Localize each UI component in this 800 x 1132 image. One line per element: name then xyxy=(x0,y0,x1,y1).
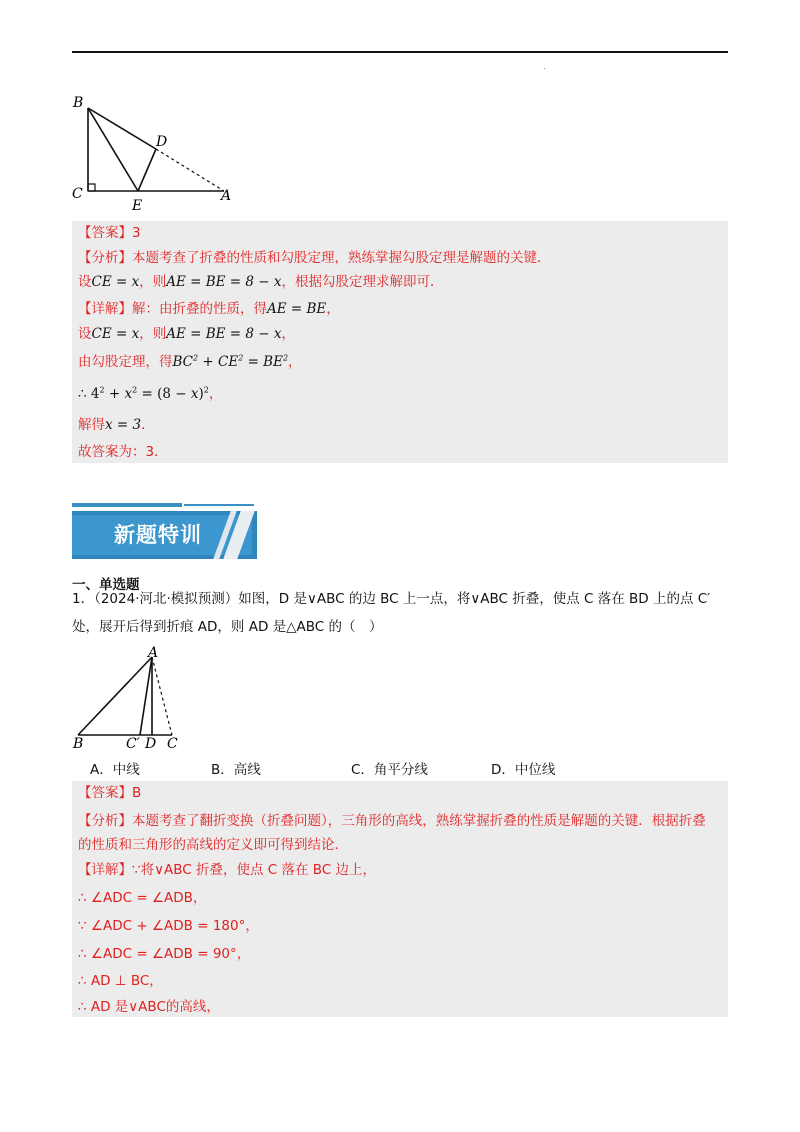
text: ，根据勾股定理求解即可． xyxy=(281,274,444,290)
detail-line-4 xyxy=(78,385,222,403)
analysis2-line-1 xyxy=(78,812,706,830)
option-c: C．角平分线 xyxy=(351,762,428,778)
math: AE = BE = 8 − x xyxy=(166,274,282,290)
detail-tag: 【详解】 xyxy=(78,862,132,878)
label-D: D xyxy=(156,134,168,150)
label-B: B xyxy=(73,736,84,751)
label-E: E xyxy=(132,198,143,214)
edge-AC-dashed xyxy=(152,657,172,735)
answer-value: B xyxy=(132,785,142,801)
detail-line-2 xyxy=(78,325,295,343)
text: ， xyxy=(208,386,223,402)
question-line-1: 1．（2024·河北·模拟预测）如图，D 是∨ABC 的边 BC 上一点，将∨ABC 折叠，使点 C 落在 BD 上的点 C′ xyxy=(72,591,711,607)
text: 本题考查了翻折变换（折叠问题），三角形的高线，熟练掌握折叠的性质是解题的关键．根据折叠 xyxy=(132,813,706,829)
edge-DA-dashed xyxy=(156,149,224,191)
analysis-text: 本题考查了折叠的性质和勾股定理，熟练掌握勾股定理是解题的关键． xyxy=(132,250,551,266)
text: ∵将∨ABC 折叠，使点 C 落在 BC 边上， xyxy=(132,862,376,878)
header-dot: . xyxy=(543,62,546,71)
math: AE = BE xyxy=(267,301,327,317)
solution-box-1 xyxy=(72,221,728,463)
detail-tag: 【详解】 xyxy=(78,301,132,317)
text: 解：由折叠的性质，得 xyxy=(132,301,267,317)
text: 由勾股定理，得 xyxy=(78,354,173,370)
text: ，则 xyxy=(139,326,167,342)
detail2-line-5: ∴ AD ⊥ BC， xyxy=(78,973,163,989)
detail2-line-6 xyxy=(78,998,220,1016)
figure-triangle-fold-2 xyxy=(68,645,188,751)
label-C: C xyxy=(72,186,83,202)
detail2-line-1 xyxy=(78,861,376,879)
answer-tag: 【答案】 xyxy=(78,785,132,801)
label-C-prime: C′ xyxy=(126,736,140,751)
final-answer-line: 故答案为：3． xyxy=(78,444,168,460)
answer-line-2 xyxy=(78,784,141,802)
analysis-tag: 【分析】 xyxy=(78,250,132,266)
text: 解得 xyxy=(78,417,105,433)
detail2-line-3: ∵ ∠ADC + ∠ADB = 180°， xyxy=(78,918,259,934)
text: ， xyxy=(326,301,340,317)
answer-line xyxy=(78,224,141,242)
text: ， xyxy=(288,354,302,370)
text: ∴ AD 是∨ABC xyxy=(78,999,166,1015)
answer-tag: 【答案】 xyxy=(78,225,132,241)
edge-BE xyxy=(88,108,138,191)
detail2-line-2: ∴ ∠ADC = ∠ADB， xyxy=(78,890,207,906)
option-b: B．高线 xyxy=(211,762,261,778)
solution-box-2 xyxy=(72,781,728,1017)
option-d: D．中位线 xyxy=(491,762,556,778)
question-line-2: 处，展开后得到折痕 AD，则 AD 是△ABC 的（ ） xyxy=(72,619,383,635)
answer-value: 3 xyxy=(132,225,141,241)
math-pythag: $BC^2 + CE^2 = BE^2$ xyxy=(172,353,289,370)
analysis-line xyxy=(78,249,551,267)
section-banner xyxy=(72,503,257,561)
text: ， xyxy=(281,326,295,342)
banner-top-bar-2 xyxy=(184,504,254,506)
banner-top-bar xyxy=(72,503,182,507)
math: AE = BE = 8 − x xyxy=(166,326,282,342)
label-B: B xyxy=(73,95,84,111)
label-A: A xyxy=(221,188,232,204)
edge-AB xyxy=(78,657,152,735)
right-angle-mark xyxy=(88,184,95,191)
analysis-line-2 xyxy=(78,273,443,291)
text: 的高线， xyxy=(165,999,220,1015)
detail-line-3 xyxy=(78,353,302,371)
figure-triangle-fold-1 xyxy=(66,92,246,214)
math: CE = x xyxy=(91,274,140,290)
edge-BD xyxy=(88,108,156,149)
option-a: A．中线 xyxy=(90,762,140,778)
detail-line-1 xyxy=(78,300,340,318)
text: ，则 xyxy=(139,274,167,290)
label-C: C xyxy=(167,736,178,751)
text: 设 xyxy=(78,274,92,290)
text: ． xyxy=(141,417,155,433)
label-D: D xyxy=(145,736,157,751)
math: x = 3 xyxy=(105,417,142,433)
text: 设 xyxy=(78,326,92,342)
analysis-tag: 【分析】 xyxy=(78,813,132,829)
math-equation: ∴ $4^2 + x^2 = (8 - x)^2$ xyxy=(78,385,209,402)
detail2-line-4: ∴ ∠ADC = ∠ADB = 90°， xyxy=(78,946,251,962)
header-rule xyxy=(72,51,728,53)
banner-title: 新题特训 xyxy=(114,523,202,547)
analysis2-line-2: 的性质和三角形的高线的定义即可得到结论． xyxy=(78,837,348,853)
label-A: A xyxy=(148,645,159,661)
section-title: 一、单选题 xyxy=(72,577,140,593)
detail-line-5 xyxy=(78,416,155,434)
math: CE = x xyxy=(91,326,140,342)
edge-ED xyxy=(138,149,156,191)
